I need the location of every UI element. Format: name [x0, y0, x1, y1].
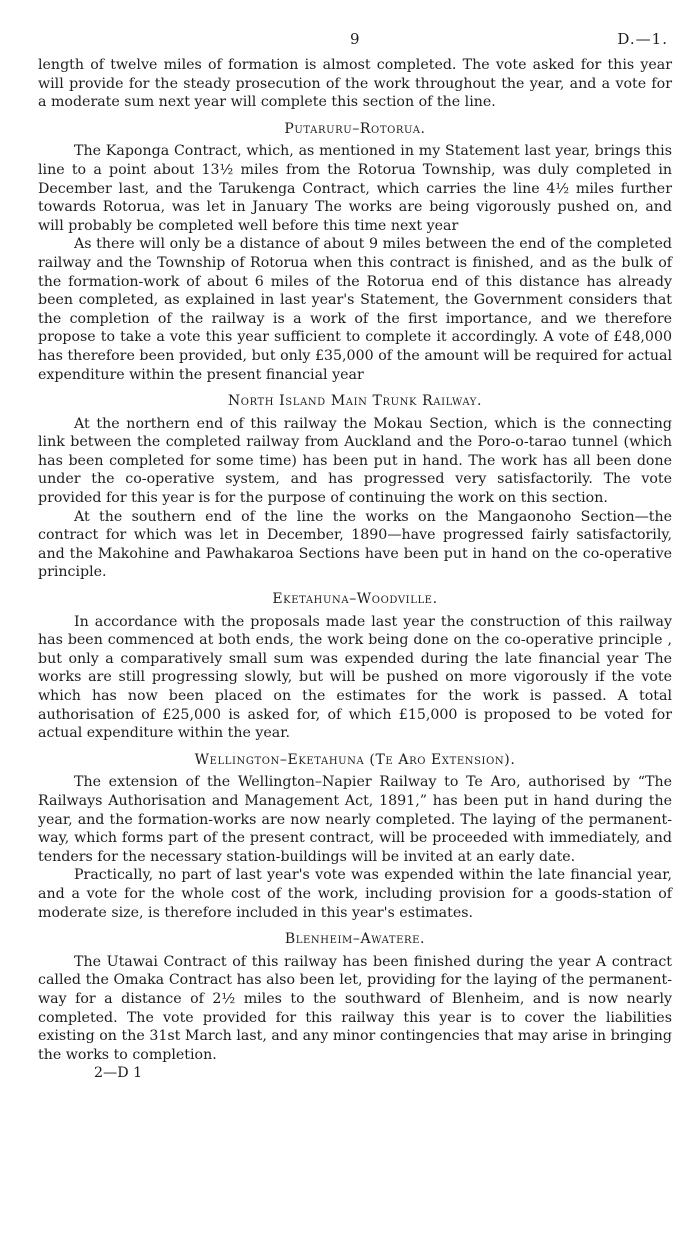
page-header — [38, 30, 672, 56]
body-paragraph: In accordance with the proposals made last year the construction of this railway has been commenced at both ends, the work being done on the co-operative principle , but only a comparatively small sum was expended during the late financial year The works are still progressing slowly, but will be pushed on more vigorously if the vote which has now been placed on the estimates for the work is passed. A total authorisation of £25,000 is asked for, of which £15,000 is proposed to be voted for actual expenditure within the year. — [38, 613, 672, 742]
section-heading: Blenheim–Awatere. — [284, 931, 426, 948]
body-paragraph: As there will only be a distance of about 9 miles between the end of the completed railway and the Township of Rotorua when this contract is finished, and as the bulk of the formation-work of about 6 miles of the Rotorua end of this distance has already been completed, as explained in last year's Statement, the Government considers that the completion of the railway is a work of the first importance, and we therefore propose to take a vote this year sufficient to complete it accordingly. A vote of £48,000 has therefore been provided, but only £35,000 of the amount will be required for actual expenditure within the present financial year — [38, 236, 672, 383]
body-paragraph: The Kaponga Contract, which, as mentioned in my Statement last year, brings this line to a point about 13½ miles from the Rotorua Township, was duly completed in December last, and the Tarukenga Contract, which carries the line 4½ miles further towards Rotorua, was let in January The works are being vigorously pushed on, and will probably be completed well before this time next year — [38, 143, 672, 234]
body-paragraph: The extension of the Wellington–Napier Railway to Te Aro, authorised by “The Railways Authorisation and Management Act, 1891,” has been put in hand during the year, and the formation-works are now nearly completed. The laying of the permanent-way, which forms part of the present contract, will be proceeded with immediately, and tenders for the necessary station-buildings will be invited at an early date. — [38, 774, 672, 865]
section-heading: Putaruru–Rotorua. — [284, 120, 426, 137]
body-paragraph: At the northern end of this railway the Mokau Section, which is the connecting link between the completed railway from Auckland and the Poro-o-tarao tunnel (which has been completed for some time) has been put in hand. The work has all been done under the co-operative system, and has progressed very satisfactorily. The vote provided for this year is for the purpose of continuing the work on this section. — [38, 415, 672, 507]
section-heading: Eketahuna–Woodville. — [272, 591, 438, 608]
signature-mark: 2—D 1 — [94, 1065, 143, 1082]
document-reference: D.—1. — [617, 30, 668, 48]
section-heading: North Island Main Trunk Railway. — [227, 393, 483, 410]
page-number: 9 — [350, 30, 360, 48]
body-paragraph: The Utawai Contract of this railway has been finished during the year A contract called the Omaka Contract has also been let, providing for the laying of the permanent-way for a distance of 2½ miles to the southward of Blenheim, and is now nearly completed. The vote provided for this railway this year is to cover the liabilities existing on the 31st March last, and any minor contingencies that may arise in bringing the works to completion. — [38, 953, 672, 1063]
section-heading: Wellington–Eketahuna (Te Aro Extension). — [194, 751, 516, 768]
body-paragraph: At the southern end of the line the works on the Mangaonoho Section—the contract for which was let in December, 1890—have progressed fairly satisfactorily, and the Makohine and Pawhakaroa Sections have been put in hand on the co-operative principle. — [38, 508, 672, 581]
body-paragraph: Practically, no part of last year's vote was expended within the late financial year, and a vote for the whole cost of the work, including provision for a goods-station of moderate size, is therefore included in this year's estimates. — [38, 867, 672, 921]
body-paragraph: length of twelve miles of formation is almost completed. The vote asked for this year will provide for the steady prosecution of the work throughout the year, and a vote for a moderate sum next year will complete this section of the line. — [38, 57, 672, 111]
